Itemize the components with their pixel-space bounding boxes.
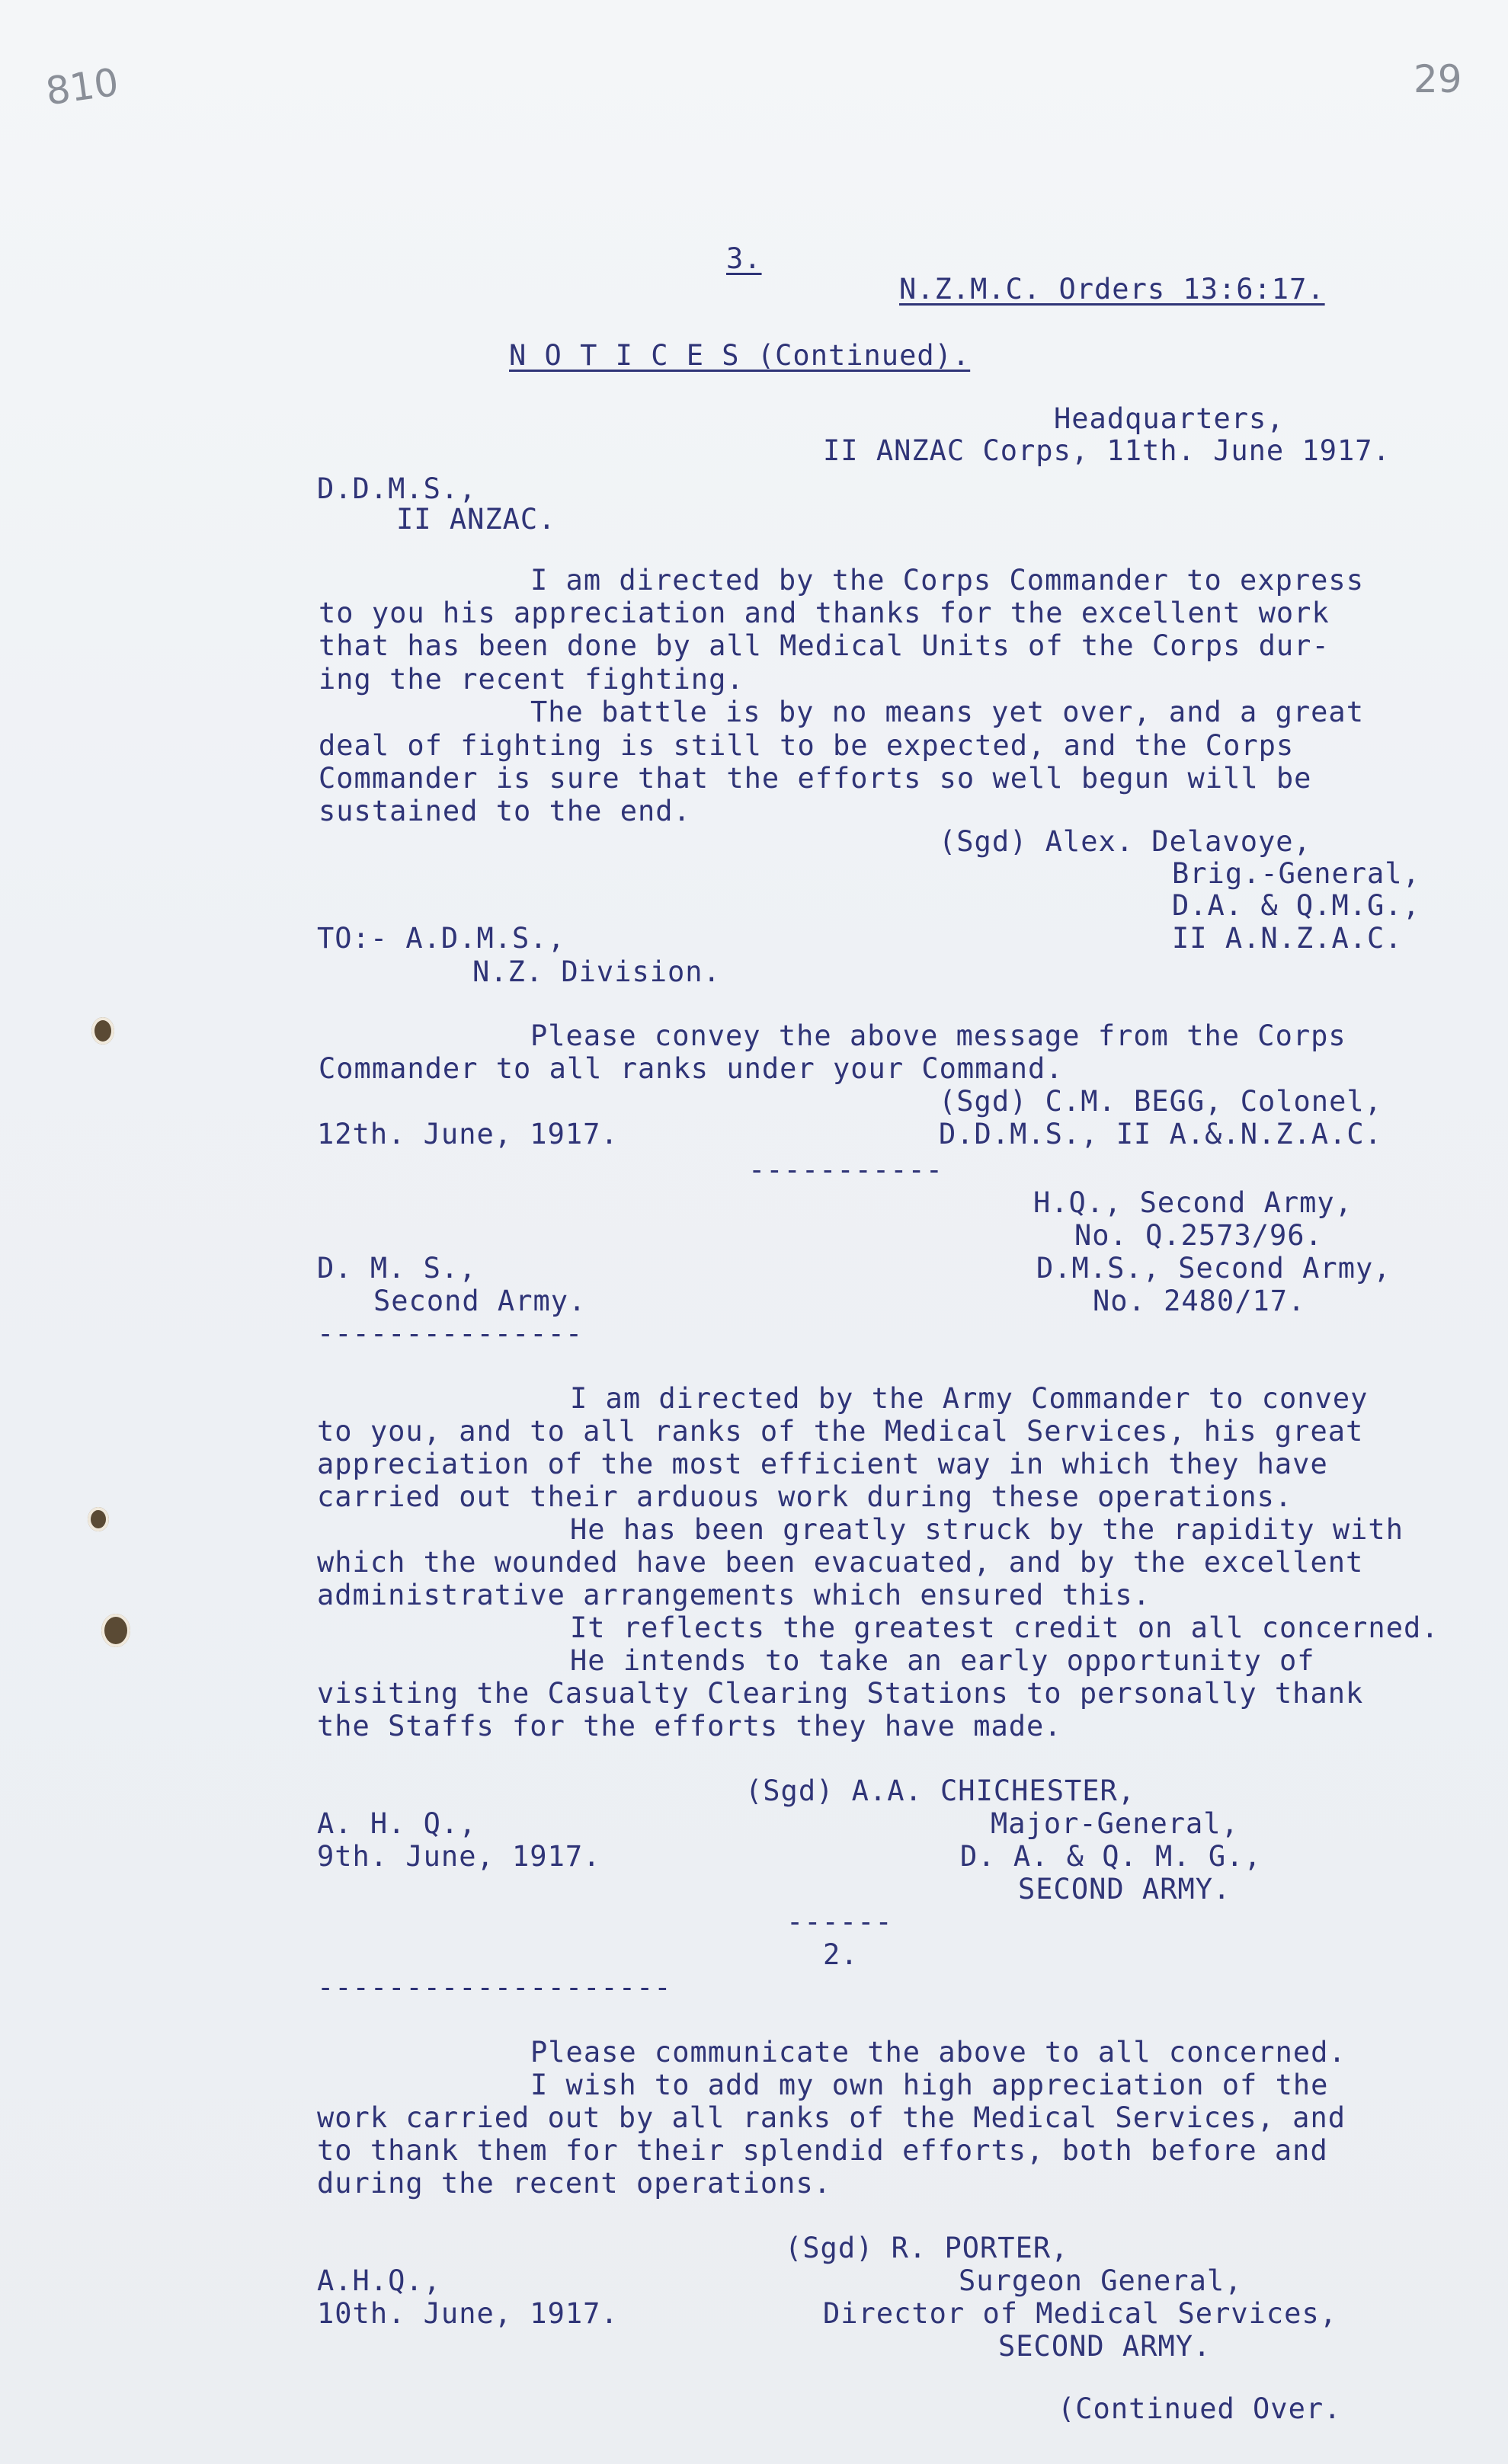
body-line: Commander to all ranks under your Command. bbox=[319, 1052, 1064, 1085]
body-line: to you, and to all ranks of the Medical Services, his great bbox=[317, 1415, 1364, 1448]
signature-line: Major-General, bbox=[991, 1807, 1239, 1840]
signature-line: (Sgd) A.A. CHICHESTER, bbox=[745, 1774, 1136, 1807]
reference-line: No. 2480/17. bbox=[1093, 1285, 1306, 1317]
body-line: I wish to add my own high appreciation of the bbox=[530, 2069, 1329, 2101]
signature-line: (Sgd) Alex. Delavoye, bbox=[939, 825, 1311, 858]
body-line: administrative arrangements which ensured this. bbox=[317, 1579, 1151, 1611]
body-line: I am directed by the Corps Commander to express bbox=[530, 564, 1364, 597]
reference-line: H.Q., Second Army, bbox=[1033, 1186, 1353, 1219]
date: 9th. June, 1917. bbox=[317, 1840, 601, 1873]
reference-line: No. Q.2573/96. bbox=[1074, 1219, 1323, 1252]
margin-number-right: 29 bbox=[1414, 57, 1462, 101]
body-line: sustained to the end. bbox=[319, 795, 691, 827]
reference-line: D.M.S., Second Army, bbox=[1036, 1252, 1391, 1285]
section-number: 2. bbox=[823, 1938, 859, 1971]
body-line: to you his appreciation and thanks for the excellent work bbox=[319, 597, 1330, 629]
hq-line-2: II ANZAC Corps, 11th. June 1917. bbox=[823, 434, 1391, 467]
punch-hole bbox=[101, 1614, 130, 1647]
hq-line-1: Headquarters, bbox=[1054, 402, 1285, 435]
body-line: deal of fighting is still to be expected, and the Corps bbox=[319, 729, 1295, 762]
signature-line: Director of Medical Services, bbox=[823, 2297, 1338, 2330]
addressee-line-1: D. M. S., bbox=[317, 1252, 477, 1285]
body-line: visiting the Casualty Clearing Stations to personally thank bbox=[317, 1677, 1364, 1710]
rule: --------------- bbox=[317, 1317, 584, 1350]
to-line-1: TO:- A.D.M.S., bbox=[317, 922, 565, 955]
body-line: ing the recent fighting. bbox=[319, 663, 744, 696]
continued-over: (Continued Over. bbox=[1058, 2392, 1342, 2425]
body-line: Please communicate the above to all concerned. bbox=[530, 2036, 1346, 2069]
addressee-line-2: Second Army. bbox=[373, 1285, 587, 1317]
body-line: He intends to take an early opportunity of bbox=[570, 1644, 1315, 1677]
body-line: Commander is sure that the efforts so well begun will be bbox=[319, 762, 1312, 795]
place: A. H. Q., bbox=[317, 1807, 477, 1840]
body-line: to thank them for their splendid efforts, both before and bbox=[317, 2134, 1328, 2167]
punch-hole bbox=[91, 1017, 114, 1045]
body-line: the Staffs for the efforts they have made. bbox=[317, 1710, 1062, 1742]
rule: -------------------- bbox=[317, 1971, 672, 2004]
signature-line: SECOND ARMY. bbox=[1018, 1873, 1231, 1906]
body-line: The battle is by no means yet over, and a great bbox=[530, 696, 1364, 728]
place: A.H.Q., bbox=[317, 2264, 441, 2297]
notices-title: N O T I C E S (Continued). bbox=[509, 339, 971, 372]
body-line: which the wounded have been evacuated, and by the excellent bbox=[317, 1546, 1364, 1579]
signature-line: SECOND ARMY. bbox=[998, 2330, 1212, 2363]
signature-line: Surgeon General, bbox=[959, 2264, 1243, 2297]
orders-reference: N.Z.M.C. Orders 13:6:17. bbox=[899, 273, 1325, 306]
addressee-line-2: II ANZAC. bbox=[396, 503, 556, 536]
margin-number-left: 810 bbox=[43, 59, 122, 114]
body-line: during the recent operations. bbox=[317, 2167, 832, 2200]
date: 10th. June, 1917. bbox=[317, 2297, 619, 2330]
body-line: carried out their arduous work during these operations. bbox=[317, 1480, 1293, 1513]
signature-line: II A.N.Z.A.C. bbox=[1172, 922, 1403, 955]
signature-line: (Sgd) C.M. BEGG, Colonel, bbox=[939, 1085, 1382, 1118]
signature-line: D.A. & Q.M.G., bbox=[1172, 889, 1420, 922]
body-line: It reflects the greatest credit on all concerned. bbox=[570, 1611, 1439, 1644]
addressee-line-1: D.D.M.S., bbox=[317, 472, 477, 505]
body-line: Please convey the above message from the Corps bbox=[530, 1019, 1346, 1052]
signature-line: (Sgd) R. PORTER, bbox=[785, 2232, 1069, 2264]
separator: ----------- bbox=[748, 1154, 944, 1186]
body-line: I am directed by the Army Commander to convey bbox=[570, 1382, 1369, 1415]
punch-hole bbox=[88, 1507, 109, 1531]
to-line-2: N.Z. Division. bbox=[472, 955, 721, 988]
page-number: 3. bbox=[726, 242, 762, 275]
signature-line: D.D.M.S., II A.&.N.Z.A.C. bbox=[939, 1118, 1382, 1150]
date: 12th. June, 1917. bbox=[317, 1118, 619, 1150]
body-line: He has been greatly struck by the rapidity with bbox=[570, 1513, 1404, 1546]
body-line: work carried out by all ranks of the Medical Services, and bbox=[317, 2101, 1346, 2134]
signature-line: D. A. & Q. M. G., bbox=[960, 1840, 1262, 1873]
body-line: appreciation of the most efficient way in which they have bbox=[317, 1448, 1328, 1480]
body-line: that has been done by all Medical Units of the Corps dur- bbox=[319, 629, 1330, 662]
signature-line: Brig.-General, bbox=[1172, 857, 1420, 890]
separator: ------ bbox=[786, 1906, 893, 1938]
